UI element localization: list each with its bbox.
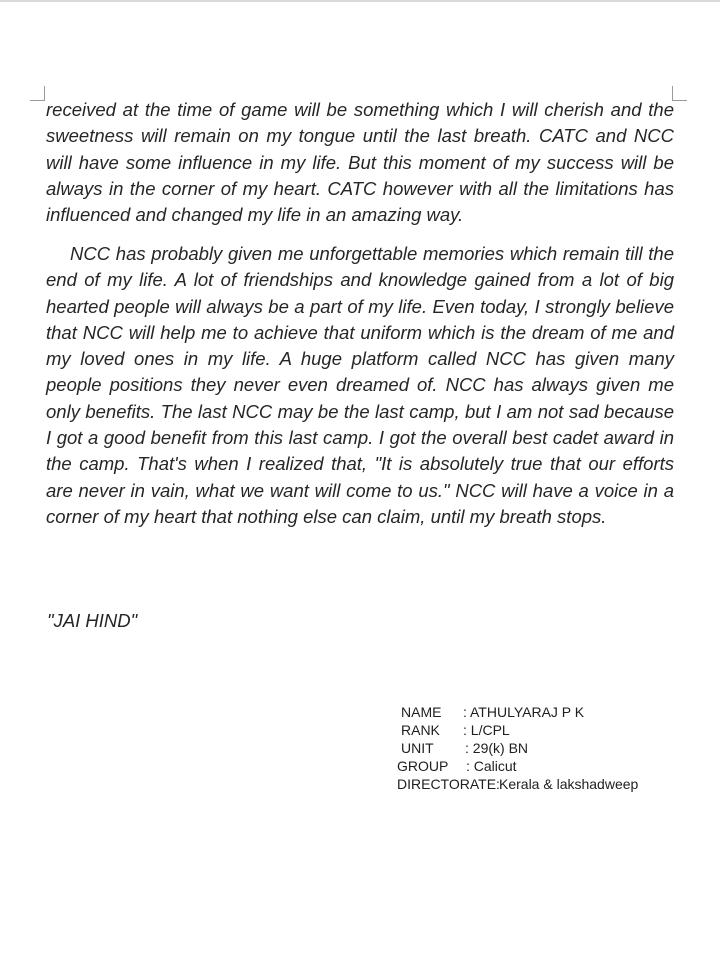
unit-label: UNIT (401, 740, 434, 756)
unit-value: : 29(k) BN (465, 740, 529, 756)
left-margin-crop-mark (30, 86, 45, 101)
rank-label: RANK (401, 722, 440, 738)
paragraph-2-container (46, 241, 674, 530)
group-label: GROUP (397, 758, 449, 774)
directorate-value: Kerala & lakshadweep (499, 776, 639, 792)
paragraph-2: NCC has probably given me unforgettable memories which remain till the end of my life. A lot of friendships and knowledge gained from a lot of big hearted people will always be a part of my life. Even today, I strongly believe that NCC will help me to achieve that uniform which is the dream of me and my loved ones in my life. A huge platform called NCC has given many people positions they never even dreamed of. NCC has always given me only benefits. The last NCC may be the last camp, but I am not sad because I got a good benefit from this last camp. I got the overall best cadet award in the camp. That's when I realized that, "It is absolutely true that our efforts are never in vain, what we want will come to us." NCC will have a voice in a corner of my heart that nothing else can claim, until my breath stops. (46, 243, 674, 527)
directorate-label: DIRECTORATE: (397, 776, 500, 792)
closing-salutation: "JAI HIND" (47, 610, 138, 631)
name-value: : ATHULYARAJ P K (463, 704, 585, 720)
name-label: NAME (401, 704, 442, 720)
rank-value: : L/CPL (463, 722, 510, 738)
group-value: : Calicut (466, 758, 517, 774)
right-margin-crop-mark (672, 86, 687, 101)
paragraph-1: received at the time of game will be something which I will cherish and the sweetness will remain on my tongue until the last breath. CATC and NCC will have some influence in my life. But this moment of my success will be always in the corner of my heart. CATC however with all the limitations has influenced and changed my life in an amazing way. (46, 99, 674, 226)
page-top-border (0, 0, 720, 2)
